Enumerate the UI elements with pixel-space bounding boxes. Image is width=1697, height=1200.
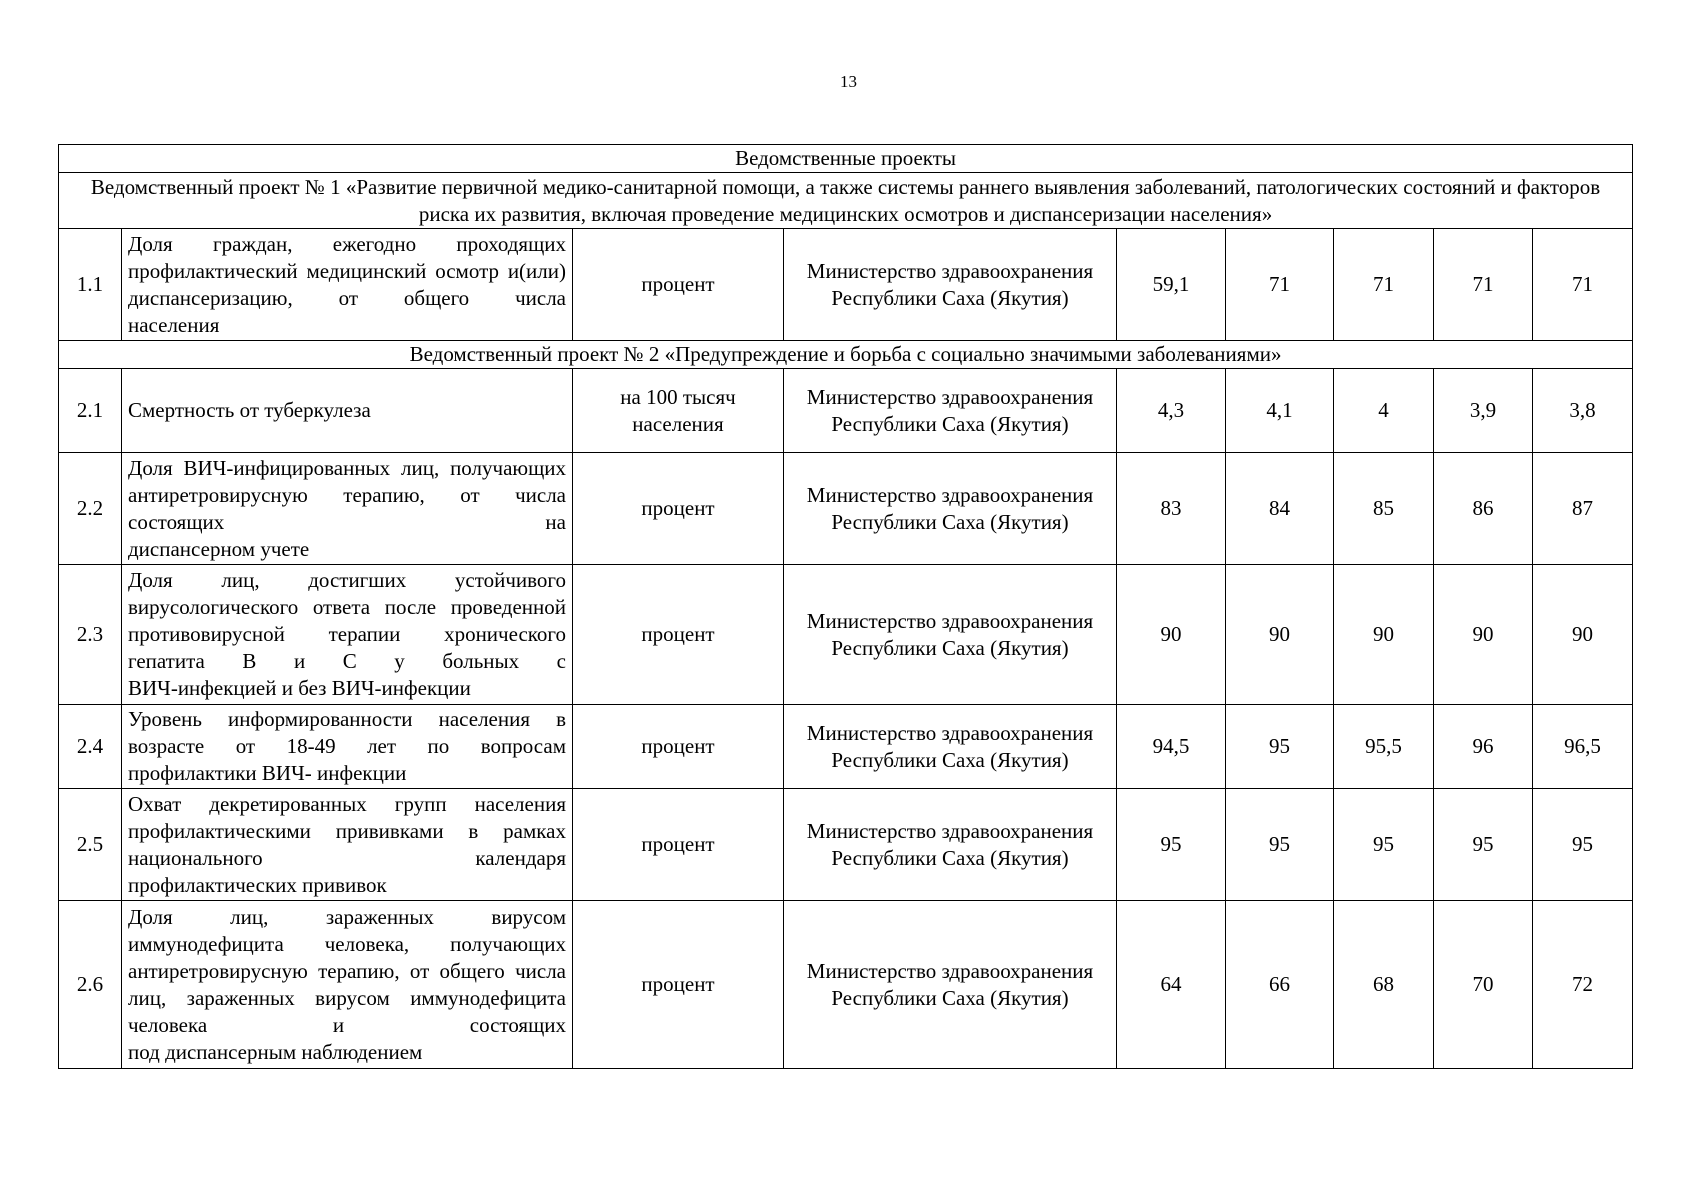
row-number: 1.1 <box>59 229 122 341</box>
value-cell: 72 <box>1533 901 1633 1069</box>
responsible-agency: Министерство здравоохранения Республики Саха (Якутия) <box>784 705 1117 789</box>
value-cell: 95,5 <box>1334 705 1434 789</box>
row-number: 2.3 <box>59 565 122 705</box>
value-cell: 95 <box>1226 705 1334 789</box>
value-cell: 95 <box>1226 789 1334 901</box>
value-cell: 96,5 <box>1533 705 1633 789</box>
indicator-name <box>122 369 573 453</box>
indicator-name-last-line: профилактических прививок <box>128 872 387 897</box>
responsible-agency: Министерство здравоохранения Республики Саха (Якутия) <box>784 453 1117 565</box>
value-cell: 59,1 <box>1117 229 1226 341</box>
unit-of-measure: процент <box>573 789 784 901</box>
indicator-name-text: Доля граждан, ежегодно проходящих профилактический медицинский осмотр и(или) диспансеризацию, от общего числа <box>128 231 566 310</box>
table-row <box>59 789 1633 901</box>
table-row <box>59 229 1633 341</box>
indicator-name-text: Охват декретированных групп населения профилактическими прививками в рамках национального календаря <box>128 791 566 870</box>
value-cell: 86 <box>1434 453 1533 565</box>
value-cell: 71 <box>1434 229 1533 341</box>
value-cell: 94,5 <box>1117 705 1226 789</box>
value-cell: 87 <box>1533 453 1633 565</box>
responsible-agency: Министерство здравоохранения Республики Саха (Якутия) <box>784 369 1117 453</box>
value-cell: 71 <box>1334 229 1434 341</box>
table-row <box>59 453 1633 565</box>
value-cell: 95 <box>1334 789 1434 901</box>
table-row <box>59 705 1633 789</box>
row-number: 2.5 <box>59 789 122 901</box>
value-cell: 96 <box>1434 705 1533 789</box>
value-cell: 71 <box>1533 229 1633 341</box>
indicator-name-last-line: под диспансерным наблюдением <box>128 1039 423 1064</box>
value-cell: 3,8 <box>1533 369 1633 453</box>
indicator-name <box>122 565 573 705</box>
indicator-name <box>122 789 573 901</box>
section-title: Ведомственные проекты <box>59 145 1633 173</box>
value-cell: 85 <box>1334 453 1434 565</box>
project-title: Ведомственный проект № 2 «Предупреждение и борьба с социально значимыми заболеваниями» <box>59 341 1633 369</box>
unit-of-measure: процент <box>573 453 784 565</box>
value-cell: 4 <box>1334 369 1434 453</box>
unit-of-measure: процент <box>573 565 784 705</box>
indicator-name <box>122 901 573 1069</box>
indicator-name-last-line: диспансерном учете <box>128 536 310 561</box>
value-cell: 64 <box>1117 901 1226 1069</box>
unit-of-measure: на 100 тысяч населения <box>573 369 784 453</box>
table-row <box>59 901 1633 1069</box>
value-cell: 95 <box>1117 789 1226 901</box>
indicator-name-last-line: населения <box>128 312 220 337</box>
indicator-name <box>122 453 573 565</box>
indicator-name-last-line: профилактики ВИЧ- инфекции <box>128 761 407 785</box>
table-body <box>59 145 1633 1069</box>
value-cell: 4,1 <box>1226 369 1334 453</box>
unit-of-measure: процент <box>573 901 784 1069</box>
indicator-name-text: Доля лиц, достигших устойчивого вирусологического ответа после проведенной противовирусной терапии хронического гепатита В и С у больных с <box>128 568 566 673</box>
responsible-agency: Министерство здравоохранения Республики Саха (Якутия) <box>784 229 1117 341</box>
project-title-row <box>59 341 1633 369</box>
indicators-table <box>58 144 1633 1069</box>
indicator-name-text: Доля лиц, зараженных вирусом иммунодефицита человека, получающих антиретровирусную терапию, от общего числа лиц, зараженных вирусом иммунодефицита человека и состоящих <box>128 904 566 1037</box>
row-number: 2.1 <box>59 369 122 453</box>
section-header-row <box>59 145 1633 173</box>
indicator-name-text: Уровень информированности населения в возрасте от 18-49 лет по вопросам <box>128 707 566 758</box>
responsible-agency: Министерство здравоохранения Республики Саха (Якутия) <box>784 901 1117 1069</box>
page-number: 13 <box>840 72 857 91</box>
value-cell: 84 <box>1226 453 1334 565</box>
indicator-name-last-line: ВИЧ-инфекцией и без ВИЧ-инфекции <box>128 676 471 700</box>
table-row <box>59 369 1633 453</box>
value-cell: 83 <box>1117 453 1226 565</box>
row-number: 2.4 <box>59 705 122 789</box>
value-cell: 90 <box>1226 565 1334 705</box>
value-cell: 90 <box>1117 565 1226 705</box>
value-cell: 95 <box>1533 789 1633 901</box>
value-cell: 66 <box>1226 901 1334 1069</box>
indicator-name <box>122 705 573 789</box>
row-number: 2.2 <box>59 453 122 565</box>
indicator-name <box>122 229 573 341</box>
value-cell: 3,9 <box>1434 369 1533 453</box>
unit-of-measure: процент <box>573 705 784 789</box>
value-cell: 90 <box>1533 565 1633 705</box>
value-cell: 90 <box>1434 565 1533 705</box>
table-row <box>59 565 1633 705</box>
unit-of-measure: процент <box>573 229 784 341</box>
responsible-agency: Министерство здравоохранения Республики Саха (Якутия) <box>784 789 1117 901</box>
indicator-name-text: Доля ВИЧ-инфицированных лиц, получающих антиретровирусную терапию, от числа состоящих на <box>128 455 566 534</box>
indicator-name-text: Смертность от туберкулеза <box>128 398 371 422</box>
value-cell: 68 <box>1334 901 1434 1069</box>
value-cell: 90 <box>1334 565 1434 705</box>
responsible-agency: Министерство здравоохранения Республики Саха (Якутия) <box>784 565 1117 705</box>
value-cell: 4,3 <box>1117 369 1226 453</box>
value-cell: 70 <box>1434 901 1533 1069</box>
value-cell: 71 <box>1226 229 1334 341</box>
value-cell: 95 <box>1434 789 1533 901</box>
project-title-row <box>59 173 1633 229</box>
row-number: 2.6 <box>59 901 122 1069</box>
project-title: Ведомственный проект № 1 «Развитие первичной медико-санитарной помощи, а также системы раннего выявления заболеваний, патологических состояний и факторов риска их развития, включая проведение медицинских осмотров и диспансеризации населения» <box>59 173 1633 229</box>
